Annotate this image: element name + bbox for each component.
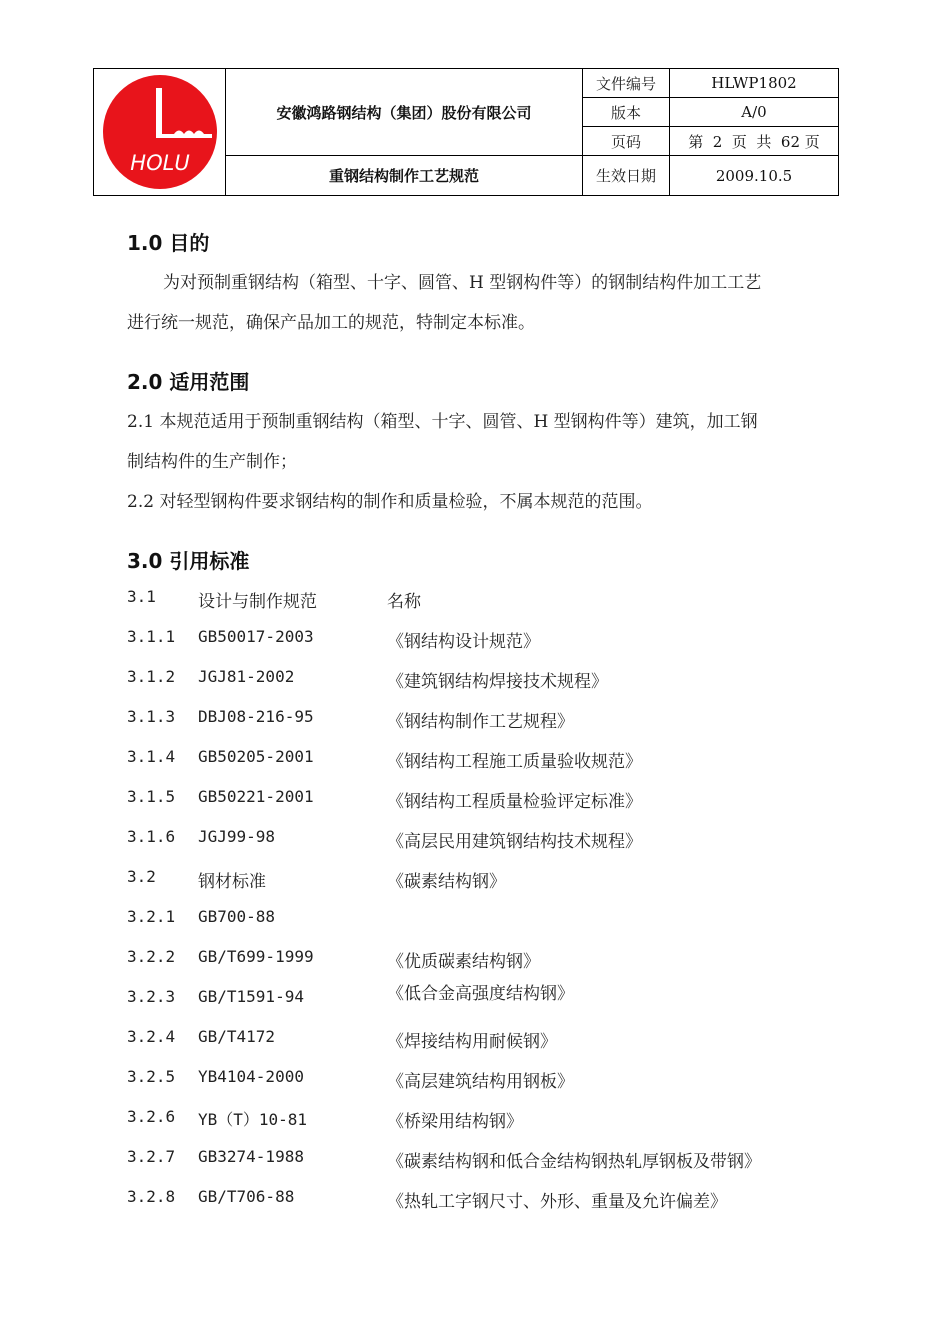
section-2-line-2: 制结构件的生产制作；	[127, 452, 297, 472]
section-3-heading: 3.0 引用标准	[127, 549, 250, 573]
section-1-line-1: 为对预制重钢结构（箱型、十字、圆管、H 型钢构件等）的钢制结构件加工工艺	[163, 273, 762, 293]
item-code: DBJ08-216-95	[198, 707, 314, 726]
item-name: 《低合金高强度结构钢》	[387, 984, 574, 1004]
item-code: JGJ99-98	[198, 827, 276, 846]
effective-date-label: 生效日期	[583, 156, 670, 196]
item-number: 3.2.5	[127, 1067, 176, 1086]
item-code: 设计与制作规范	[198, 592, 317, 612]
item-number: 3.1.3	[127, 707, 176, 726]
doc-number-label: 文件编号	[583, 69, 670, 98]
item-name: 《高层民用建筑钢结构技术规程》	[387, 832, 642, 852]
item-code: GB/T1591-94	[198, 987, 304, 1006]
page-value: 第 2 页 共 62 页	[670, 127, 839, 156]
item-number: 3.2.7	[127, 1147, 176, 1166]
item-code: YB4104-2000	[198, 1067, 304, 1086]
item-name: 《建筑钢结构焊接技术规程》	[387, 672, 608, 692]
item-number: 3.2.3	[127, 987, 176, 1006]
item-number: 3.2.8	[127, 1187, 176, 1206]
item-number: 3.2.4	[127, 1027, 176, 1046]
page-label: 页码	[583, 127, 670, 156]
item-number: 3.2	[127, 867, 156, 886]
item-number: 3.1.4	[127, 747, 176, 766]
item-name: 《钢结构制作工艺规程》	[387, 712, 574, 732]
item-code: GB3274-1988	[198, 1147, 304, 1166]
item-number: 3.2.2	[127, 947, 176, 966]
logo-text: HOLU	[129, 151, 190, 175]
item-name: 《焊接结构用耐候钢》	[387, 1032, 557, 1052]
section-2-line-3: 2.2 对轻型钢构件要求钢结构的制作和质量检验，不属本规范的范围。	[127, 492, 653, 512]
item-code: GB/T699-1999	[198, 947, 314, 966]
item-code: GB/T706-88	[198, 1187, 295, 1206]
item-name: 《碳素结构钢》	[387, 872, 506, 892]
item-code: GB50017-2003	[198, 627, 314, 646]
item-number: 3.1.6	[127, 827, 176, 846]
item-name: 《优质碳素结构钢》	[387, 952, 540, 972]
doc-number-value: HLWP1802	[670, 69, 839, 98]
item-number: 3.1	[127, 587, 156, 606]
item-code: GB/T4172	[198, 1027, 276, 1046]
item-number: 3.1.1	[127, 627, 176, 646]
item-name: 《桥梁用结构钢》	[387, 1112, 523, 1132]
item-code: GB50205-2001	[198, 747, 314, 766]
document-title: 重钢结构制作工艺规范	[226, 156, 583, 196]
item-name: 《碳素结构钢和低合金结构钢热轧厚钢板及带钢》	[387, 1152, 761, 1172]
section-1-heading: 1.0 目的	[127, 231, 210, 255]
company-name: 安徽鸿路钢结构（集团）股份有限公司	[226, 69, 583, 156]
item-code: GB50221-2001	[198, 787, 314, 806]
item-name: 《钢结构设计规范》	[387, 632, 540, 652]
item-code: YB（T）10-81	[198, 1110, 308, 1129]
item-code: JGJ81-2002	[198, 667, 295, 686]
item-number: 3.1.5	[127, 787, 176, 806]
effective-date-value: 2009.10.5	[670, 156, 839, 196]
company-logo	[94, 69, 226, 196]
item-code: 钢材标准	[198, 872, 266, 892]
section-1-line-2: 进行统一规范，确保产品加工的规范，特制定本标准。	[127, 313, 535, 333]
item-name: 《钢结构工程质量检验评定标准》	[387, 792, 642, 812]
item-name: 《高层建筑结构用钢板》	[387, 1072, 574, 1092]
item-name: 名称	[387, 592, 421, 612]
item-number: 3.2.6	[127, 1107, 176, 1126]
item-number: 3.1.2	[127, 667, 176, 686]
item-code: GB700-88	[198, 907, 276, 926]
version-label: 版本	[583, 98, 670, 127]
document-header	[93, 68, 839, 196]
holu-logo-icon	[102, 74, 218, 190]
item-name: 《钢结构工程施工质量验收规范》	[387, 752, 642, 772]
version-value: A/0	[670, 98, 839, 127]
item-name: 《热轧工字钢尺寸、外形、重量及允许偏差》	[387, 1192, 727, 1212]
section-2-heading: 2.0 适用范围	[127, 370, 250, 394]
section-2-line-1: 2.1 本规范适用于预制重钢结构（箱型、十字、圆管、H 型钢构件等）建筑，加工钢	[127, 412, 758, 432]
item-number: 3.2.1	[127, 907, 176, 926]
